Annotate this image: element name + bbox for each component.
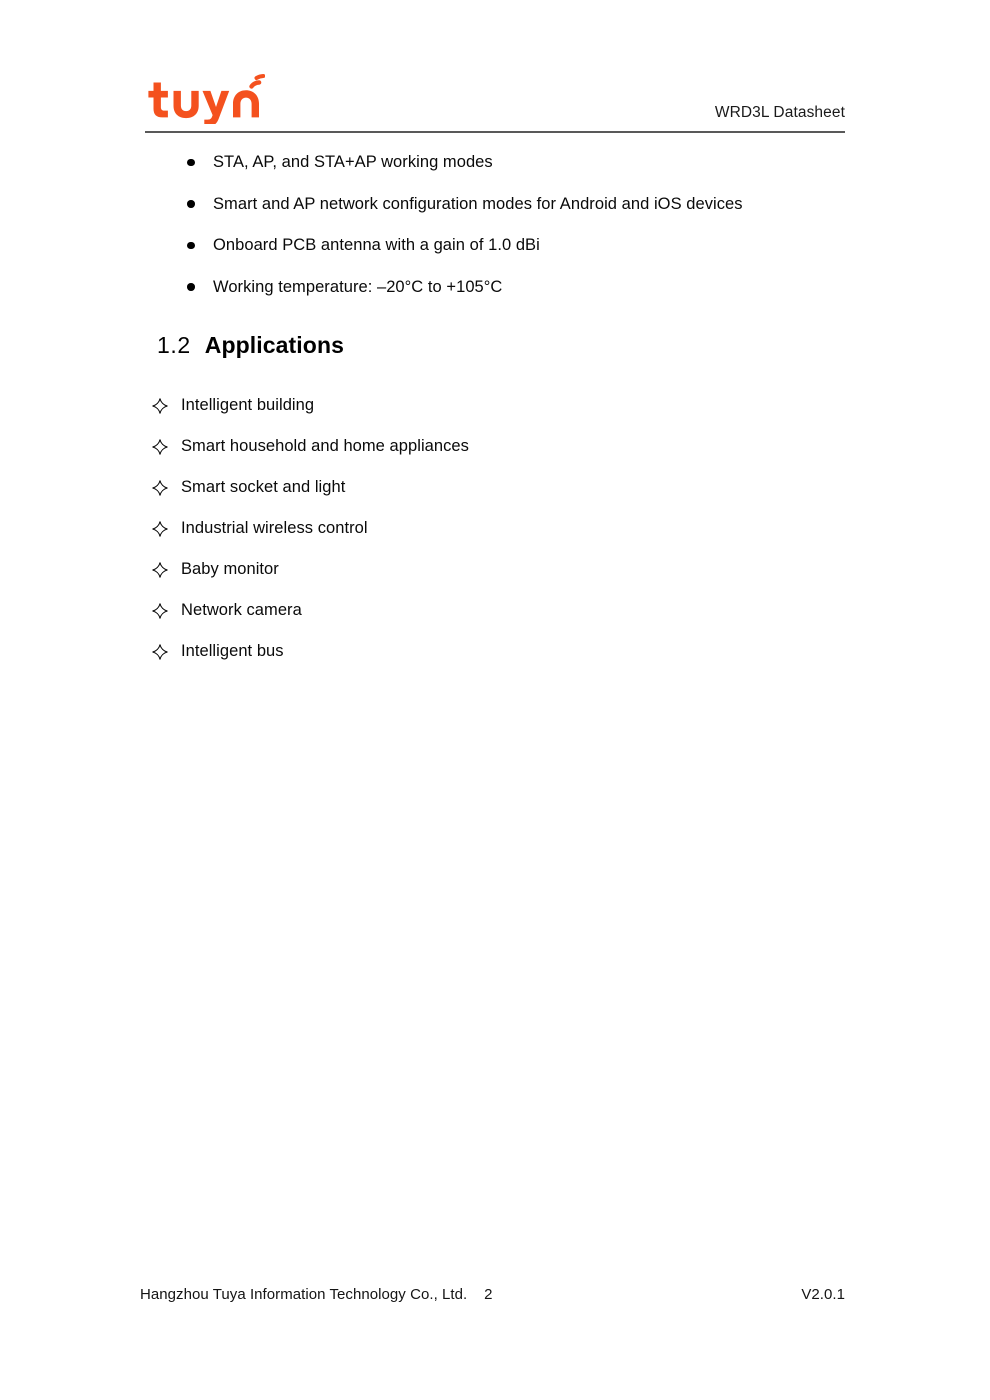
diamond-bullet-icon — [152, 398, 168, 414]
list-item-label: Intelligent building — [181, 396, 315, 414]
list-item — [150, 558, 810, 581]
list-item-label: Working temperature: –20°C to +105°C — [213, 277, 503, 296]
list-item — [150, 435, 810, 458]
list-item-label: Smart socket and light — [181, 478, 346, 496]
list-item — [150, 394, 810, 417]
list-item-label: Smart household and home appliances — [181, 437, 469, 455]
page-footer — [140, 1285, 845, 1305]
list-item — [186, 192, 846, 216]
list-item — [186, 233, 846, 257]
list-item-label: Network camera — [181, 601, 302, 619]
list-item-label: Industrial wireless control — [181, 519, 368, 537]
list-item-label: Intelligent bus — [181, 642, 284, 660]
list-item — [150, 599, 810, 622]
diamond-bullet-icon — [152, 603, 168, 619]
diamond-bullet-icon — [152, 480, 168, 496]
page-header — [145, 72, 845, 134]
footer-company-and-page-number: Hangzhou Tuya Information Technology Co., Ltd. 2 — [140, 1286, 493, 1303]
tuya-logo — [145, 72, 265, 124]
header-divider — [145, 131, 845, 133]
footer-version: V2.0.1 — [801, 1286, 845, 1303]
diamond-bullet-icon — [152, 562, 168, 578]
diamond-bullet-icon — [152, 644, 168, 660]
header-document-title: WRD3L Datasheet — [714, 104, 845, 121]
list-item-label: Onboard PCB antenna with a gain of 1.0 dBi — [213, 236, 540, 254]
applications-list — [150, 394, 810, 681]
round-bullet-icon — [187, 242, 195, 250]
round-bullet-icon — [187, 159, 195, 167]
list-item-label: Baby monitor — [181, 560, 279, 578]
list-item — [150, 640, 810, 663]
diamond-bullet-icon — [152, 439, 168, 455]
list-item-label: STA, AP, and STA+AP working modes — [213, 153, 493, 171]
round-bullet-icon — [187, 200, 195, 208]
list-item — [186, 275, 846, 299]
section-heading — [157, 330, 344, 360]
feature-list — [186, 150, 846, 316]
list-item — [150, 476, 810, 499]
list-item — [150, 517, 810, 540]
diamond-bullet-icon — [152, 521, 168, 537]
section-number: 1.2 — [157, 332, 191, 358]
list-item-label: Smart and AP network configuration modes for Android and iOS devices — [213, 194, 743, 213]
section-title: Applications — [204, 332, 344, 358]
round-bullet-icon — [187, 283, 195, 291]
list-item — [186, 150, 846, 174]
